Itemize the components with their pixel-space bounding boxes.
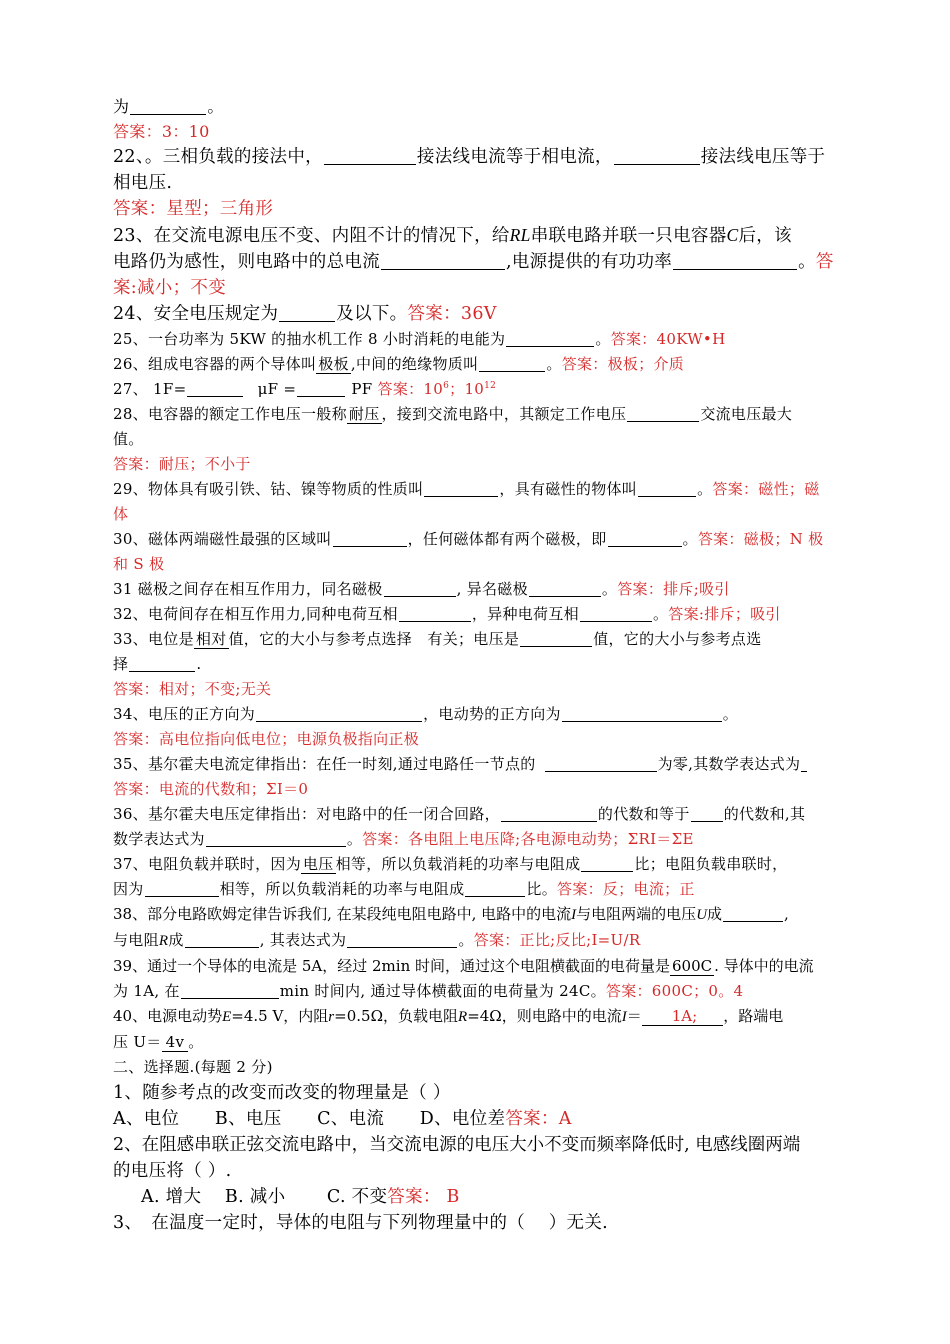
q30-answer: 和 S 极: [113, 555, 165, 573]
blank: [181, 982, 279, 999]
choice-2-question-line2: 的电压将（ ）.: [113, 1161, 232, 1181]
blank: [562, 705, 722, 722]
blank: [424, 480, 498, 497]
blank: [333, 530, 407, 547]
q31-line: 31 磁极之间存在相互作用力，同名磁极 , 异名磁极 。答案：排斥;吸引: [113, 580, 730, 598]
q39-line2: 为 1A, 在 min 时间内, 通过导体横截面的电荷量为 24C。答案：600C；0。4: [113, 982, 744, 1000]
blank: [723, 905, 783, 922]
blank: [206, 830, 346, 847]
choice-3-question: 3、 在温度一定时，导体的电阻与下列物理量中的（ ）无关.: [113, 1213, 609, 1233]
q35-line: 35、基尔霍夫电流定律指出：在任一时刻,通过电路任一节点的 为零,其数学表达式为: [113, 752, 861, 777]
blank: [384, 580, 456, 597]
choice-2-question-line1: 2、在阻感串联正弦交流电路中，当交流电源的电压大小不变而频率降低时, 电感线圈两端: [113, 1135, 801, 1155]
blank: [627, 405, 699, 422]
q25-line: 25、一台功率为 5KW 的抽水机工作 8 小时消耗的电能为 。答案：40KW•H: [113, 330, 726, 348]
q24-line: 24、安全电压规定为 及以下。答案：36V: [113, 304, 497, 324]
q33-line1: 33、电位是 相对 值，它的大小与参考点选择 有关；电压是 值，它的大小与参考点选: [113, 630, 762, 648]
q39-line1: 39、通过一个导体的电流是 5A，经过 2min 时间，通过这个电阻横截面的电荷量是 600C . 导体中的电流: [113, 957, 814, 975]
blank: [581, 855, 633, 872]
q28-answer: 答案：耐压；不小于: [113, 455, 251, 473]
blank: [324, 148, 416, 165]
blank: [506, 330, 594, 347]
blank: [479, 355, 545, 372]
choice-2-options: A. 增大 B. 减小 C. 不变答案： B: [141, 1187, 460, 1207]
blank: [545, 755, 657, 772]
blank: [638, 480, 696, 497]
q23-answer: 案:减小；不变: [113, 278, 226, 298]
q37-line2: 因为 相等，所以负载消耗的功率与电阻成 比。答案：反；电流；正: [113, 880, 695, 898]
blank: [580, 605, 652, 622]
q21-line: 为 。: [113, 97, 224, 116]
choice-1-options: A、电位 B、电压 C、电流 D、电位差答案：A: [113, 1109, 572, 1129]
blank: [399, 605, 471, 622]
blank: [187, 380, 243, 397]
q40-line1: 40、电源电动势E=4.5 V，内阻r=0.5Ω，负载电阻R=4Ω，则电路中的电流I＝ 1A; ，路端电: [113, 1007, 784, 1025]
blank: [608, 530, 682, 547]
blank: [673, 253, 797, 270]
choice-1-question: 1、随参考点的改变而改变的物理量是（ ）: [113, 1083, 451, 1103]
blank: [691, 805, 723, 822]
q40-line2: 压 U＝ 4v 。: [113, 1033, 204, 1051]
q21-answer: 答案：3：10: [113, 122, 210, 141]
q22-line2: 相电压.: [113, 173, 173, 193]
blank: [130, 98, 206, 115]
q36-line2: 数学表达式为 。答案：各电阻上电压降;各电源电动势；ΣRI＝ΣE: [113, 830, 694, 848]
q34-line: 34、电压的正方向为 ，电动势的正方向为 。: [113, 705, 739, 723]
document-page: [113, 94, 861, 1236]
blank: [145, 880, 219, 897]
blank: [614, 148, 700, 165]
q38-line1: 38、部分电路欧姆定律告诉我们, 在某段纯电阻电路中, 电路中的电流I与电阻两端的电压U成 ,: [113, 905, 789, 923]
q28-line1: 28、电容器的额定工作电压一般称 耐压 ，接到交流电路中，其额定工作电压 交流电压最大: [113, 405, 793, 423]
q34-answer: 答案：高电位指向低电位；电源负极指向正极: [113, 730, 420, 748]
blank: [465, 880, 525, 897]
blank: [256, 705, 422, 722]
q29-line1: 29、物体具有吸引铁、钴、镍等物质的性质叫 ，具有磁性的物体叫 。答案：磁性；磁: [113, 480, 820, 498]
q30-line1: 30、磁体两端磁性最强的区域叫 ，任何磁体都有两个磁极，即 。答案：磁极；N 极: [113, 530, 824, 548]
q32-line: 32、电荷间存在相互作用力,同种电荷互相 ，异种电荷互相 。答案:排斥；吸引: [113, 605, 781, 623]
q27-line: 27、 1F= μF = PF 答案：$10^6$；$10^{12}$: [113, 380, 497, 398]
blank: [347, 931, 457, 948]
q37-line1: 37、电阻负载并联时，因为 电压 相等，所以负载消耗的功率与电阻成 比；电阻负载串联时，: [113, 855, 788, 873]
q38-line2: 与电阻R成 , 其表达式为 。答案：正比;反比;I=U/R: [113, 931, 641, 949]
blank: [501, 805, 597, 822]
q35-answer: 答案：电流的代数和；ΣI＝0: [113, 780, 309, 798]
section-title: 二、选择题.(每题 2 分): [113, 1058, 273, 1076]
blank: [381, 253, 505, 270]
q22-line1: 22、。三相负载的接法中， 接法线电流等于相电流， 接法线电压等于: [113, 147, 826, 167]
q23-line1: 23、在交流电源电压不变、内阻不计的情况下，给RL串联电路并联一只电容器C后，该: [113, 225, 792, 246]
blank: [529, 580, 601, 597]
q28-line2: 值。: [113, 430, 144, 448]
q23-line2: 电路仍为感性，则电路中的总电流 ,电源提供的有功功率 。答: [113, 252, 834, 272]
q36-line1: 36、基尔霍夫电压定律指出：对电路中的任一闭合回路， 的代数和等于 的代数和,其: [113, 805, 806, 823]
q29-answer: 体: [113, 505, 129, 523]
q26-line: 26、组成电容器的两个导体叫 极板 ,中间的绝缘物质叫 。答案：极板；介质: [113, 355, 685, 373]
blank: [129, 655, 195, 672]
blank: [279, 305, 335, 322]
blank: [185, 931, 259, 948]
q33-line2: 择 .: [113, 655, 202, 673]
q33-answer: 答案：相对；不变;无关: [113, 680, 272, 698]
blank: [520, 630, 592, 647]
blank: [297, 380, 345, 397]
blank: [801, 755, 807, 772]
q22-answer: 答案：星型；三角形: [113, 199, 274, 219]
